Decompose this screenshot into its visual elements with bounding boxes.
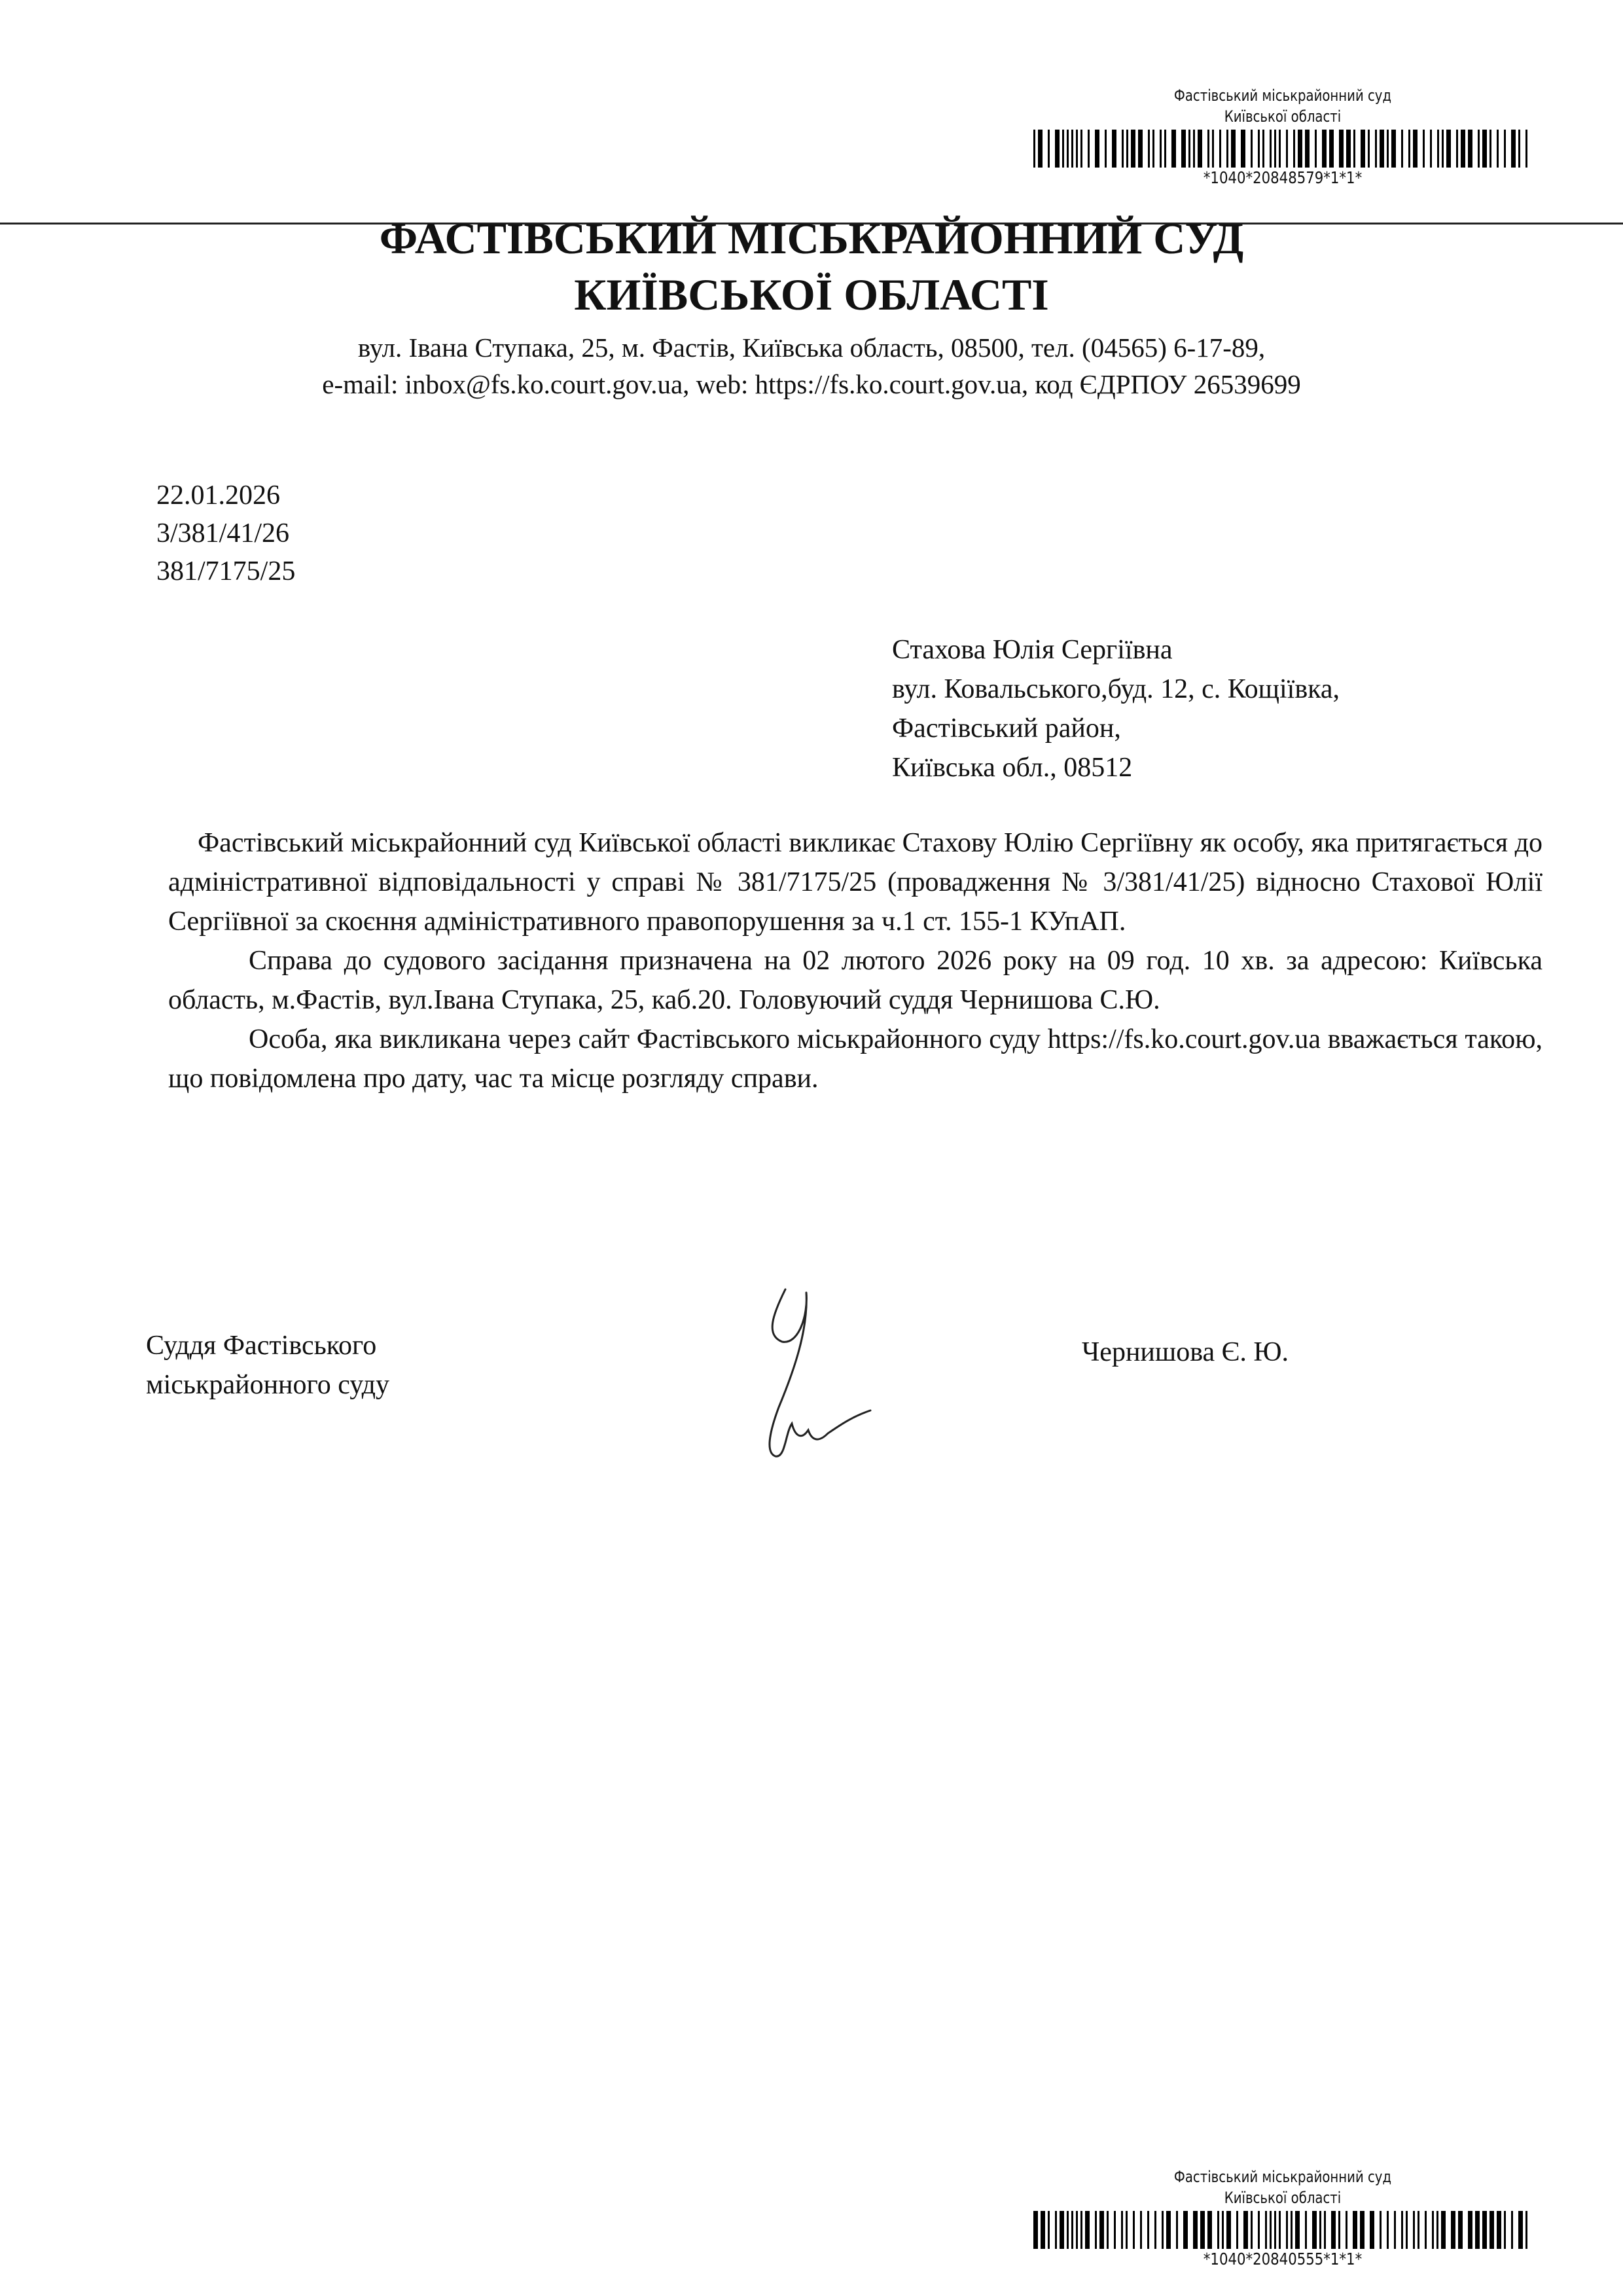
barcode-bar <box>1497 130 1499 168</box>
barcode-bar <box>1193 2211 1198 2249</box>
barcode-bar <box>1368 130 1370 168</box>
hearing-paragraph: Справа до судового засідання призначена на 02 лютого 2026 року на 09 год. 10 хв. за адресою: Київська область, м.Фастів, вул.Івана Ступака, 25, каб.20. Головуючий суддя Чернишова С.Ю. <box>168 946 1543 1015</box>
barcode-bar <box>1126 2211 1128 2249</box>
outgoing-number: 3/381/41/26 <box>156 518 290 548</box>
barcode-bar <box>1423 130 1425 168</box>
barcode-bar <box>1060 2211 1064 2249</box>
document-meta <box>156 476 295 590</box>
barcode-bar <box>1489 130 1491 168</box>
stamp-court-name: Фастівський міськрайонний суд <box>1173 86 1392 105</box>
barcode-bar <box>1114 2211 1116 2249</box>
barcode-bar <box>1188 130 1190 168</box>
barcode-bar <box>1164 130 1166 168</box>
barcode-bar <box>1401 2211 1403 2249</box>
barcode-bar <box>1401 130 1403 168</box>
barcode-bar <box>1305 130 1310 168</box>
barcode-number: *1040*20840555*1*1* <box>1203 2250 1363 2269</box>
barcode-bar <box>1380 130 1384 168</box>
case-number: 381/7175/25 <box>156 556 296 586</box>
stamp-court-name: Фастівський міськрайонний суд <box>1173 2168 1392 2186</box>
barcode-bar <box>1270 130 1272 168</box>
barcode-bar <box>1122 130 1124 168</box>
barcode-bar <box>1361 130 1365 168</box>
barcode-bar <box>1511 2211 1513 2249</box>
barcode-bar <box>1312 2211 1317 2249</box>
barcode-bar <box>1183 2211 1188 2249</box>
barcode-bar <box>1468 2211 1472 2249</box>
barcode-bar <box>1071 2211 1073 2249</box>
barcode-bar <box>1062 130 1064 168</box>
barcode-bar <box>1319 2211 1321 2249</box>
barcode-bar <box>1147 2211 1149 2249</box>
barcode <box>1021 130 1544 168</box>
barcode-bar <box>1126 130 1128 168</box>
barcode-bar <box>1279 2211 1281 2249</box>
barcode-bar <box>1219 130 1221 168</box>
judge-position-line1: Суддя Фастівського <box>146 1331 377 1361</box>
barcode-bar <box>1226 2211 1231 2249</box>
barcode-bar <box>1076 2211 1078 2249</box>
barcode-bar <box>1436 2211 1438 2249</box>
court-region-title: КИЇВСЬКОЇ ОБЛАСТІ <box>574 270 1049 319</box>
document-date: 22.01.2026 <box>156 480 280 511</box>
barcode-bar <box>1441 2211 1446 2249</box>
bottom-barcode-stamp <box>1021 2166 1544 2269</box>
notice-paragraph: Особа, яка викликана через сайт Фастівського міськрайонного суду https://fs.ko.court.gov.ua вважається такою, що повідомлена про дату, час та місце розгляду справи. <box>168 1024 1543 1094</box>
barcode-bar <box>1088 130 1090 168</box>
barcode-bar <box>1458 2211 1463 2249</box>
barcode-bar <box>1482 2211 1487 2249</box>
barcode-bar <box>1418 2211 1419 2249</box>
barcode-bar <box>1048 2211 1050 2249</box>
barcode-bar <box>1408 130 1410 168</box>
barcode-bar <box>1286 2211 1288 2249</box>
barcode-bar <box>1286 130 1288 168</box>
barcode-bar <box>1095 2211 1097 2249</box>
barcode-bar <box>1293 130 1295 168</box>
stamp-region: Київської області <box>1224 2189 1342 2207</box>
barcode-bar <box>1148 130 1150 168</box>
barcode-bar <box>1200 2211 1205 2249</box>
court-address: вул. Івана Ступака, 25, м. Фастів, Київська область, 08500, тел. (04565) 6-17-89, <box>357 332 1266 363</box>
barcode-bar <box>1406 2211 1408 2249</box>
barcode-bar <box>1243 2211 1248 2249</box>
barcode-bar <box>1461 130 1465 168</box>
barcode-bar <box>1181 130 1186 168</box>
letter-body <box>168 823 1543 1098</box>
barcode-bar <box>1099 2211 1104 2249</box>
barcode-bar <box>1475 2211 1480 2249</box>
barcode-bar <box>1346 2211 1347 2249</box>
judge-position <box>146 1326 389 1405</box>
barcode-bar <box>1262 130 1264 168</box>
barcode-bar <box>1226 130 1228 168</box>
judge-name: Чернишова Є. Ю. <box>1082 1337 1289 1367</box>
barcode-bar <box>1270 2211 1272 2249</box>
barcode-bar <box>1222 2211 1224 2249</box>
barcode-bar <box>1315 130 1317 168</box>
barcode-bar <box>1107 2211 1109 2249</box>
barcode-bar <box>1138 130 1143 168</box>
barcode-bar <box>1207 2211 1212 2249</box>
recipient-street: вул. Ковальського,буд. 12, с. Кощіївка, <box>892 674 1340 704</box>
barcode-bar <box>1291 2211 1293 2249</box>
barcode-bar <box>1162 2211 1164 2249</box>
barcode-bar <box>1370 2211 1374 2249</box>
barcode-bar <box>1166 2211 1171 2249</box>
barcode-bar <box>1305 2211 1307 2249</box>
handwritten-signature <box>746 1276 883 1466</box>
barcode-bar <box>1048 130 1050 168</box>
barcode-bar <box>1497 2211 1501 2249</box>
barcode-number: *1040*20848579*1*1* <box>1203 168 1363 187</box>
barcode-bar <box>1425 2211 1427 2249</box>
barcode-bar <box>1451 2211 1455 2249</box>
barcode-bar <box>1432 2211 1434 2249</box>
summons-paragraph: Фастівський міськрайонний суд Київської області викликає Стахову Юлію Сергіївну як особу, яка притягається до адміністративної відповідальності у справі № 381/7175/25 (провадження № 3/381/41/25) відносно Стахової Юлії Сергіївної за скоєння адміністративного правопорушення за ч.1 ст. 155-1 КУпАП. <box>168 828 1543 937</box>
barcode-bar <box>1121 2211 1123 2249</box>
barcode-bar <box>1482 130 1487 168</box>
barcode-bar <box>1160 130 1162 168</box>
barcode-bar <box>1360 2211 1364 2249</box>
barcode-bar <box>1033 130 1035 168</box>
stamp-region: Київської області <box>1224 107 1342 126</box>
barcode-bar <box>1055 130 1060 168</box>
barcode-bar <box>1251 130 1253 168</box>
barcode-bar <box>1071 130 1073 168</box>
barcode-bar <box>1217 2211 1219 2249</box>
barcode-bar <box>1511 130 1516 168</box>
barcode-bar <box>1076 130 1078 168</box>
barcode-bar <box>1080 2211 1082 2249</box>
barcode-bar <box>1085 2211 1090 2249</box>
barcode-bar <box>1067 2211 1069 2249</box>
barcode-bar <box>1353 2211 1357 2249</box>
barcode-bar <box>1329 130 1334 168</box>
barcode-bar <box>1430 130 1432 168</box>
barcode-bar <box>1274 2211 1276 2249</box>
barcode-bar <box>1055 2211 1057 2249</box>
barcode-bar <box>1154 2211 1156 2249</box>
barcode-bar <box>1322 130 1327 168</box>
recipient-district: Фастівський район, <box>892 713 1121 744</box>
barcode-bar <box>1095 130 1099 168</box>
barcode-bar <box>1133 2211 1135 2249</box>
barcode-bar <box>1279 130 1281 168</box>
recipient-block <box>892 630 1340 787</box>
barcode-bar <box>1442 130 1444 168</box>
barcode-bar <box>1207 130 1209 168</box>
barcode-bar <box>1504 2211 1506 2249</box>
recipient-name: Стахова Юлія Сергіївна <box>892 635 1173 665</box>
judge-position-line2: міськрайонного суду <box>146 1370 390 1400</box>
barcode-bar <box>1324 2211 1326 2249</box>
barcode-bar <box>1394 2211 1396 2249</box>
barcode-bar <box>1387 2211 1389 2249</box>
barcode-bar <box>1437 130 1439 168</box>
barcode-bar <box>1033 2211 1038 2249</box>
barcode-bar <box>1112 130 1116 168</box>
barcode-bar <box>1251 2211 1253 2249</box>
barcode-bar <box>1525 2211 1527 2249</box>
barcode-bar <box>1258 2211 1260 2249</box>
barcode-bar <box>1041 2211 1045 2249</box>
barcode-bar <box>1067 130 1069 168</box>
barcode-bar <box>1413 130 1418 168</box>
barcode <box>1021 2211 1544 2249</box>
court-title: ФАСТІВСЬКИЙ МІСЬКРАЙОННИЙ СУД <box>379 213 1244 263</box>
barcode-bar <box>1413 2211 1415 2249</box>
barcode-bar <box>1387 130 1389 168</box>
barcode-bar <box>1176 2211 1178 2249</box>
barcode-bar <box>1212 130 1214 168</box>
barcode-bar <box>1518 2211 1523 2249</box>
barcode-bar <box>1504 130 1506 168</box>
barcode-bar <box>1265 2211 1267 2249</box>
barcode-bar <box>1478 130 1480 168</box>
barcode-bar <box>1131 130 1135 168</box>
court-contacts: e-mail: inbox@fs.ko.court.gov.ua, web: https://fs.ko.court.gov.ua, код ЄДРПОУ 26539699 <box>322 369 1301 399</box>
barcode-bar <box>1295 2211 1300 2249</box>
barcode-bar <box>1338 2211 1340 2249</box>
barcode-bar <box>1518 130 1520 168</box>
barcode-bar <box>1468 130 1472 168</box>
barcode-bar <box>1391 130 1396 168</box>
barcode-bar <box>1140 2211 1142 2249</box>
barcode-bar <box>1298 130 1302 168</box>
barcode-bar <box>1331 2211 1336 2249</box>
barcode-bar <box>1105 130 1107 168</box>
barcode-bar <box>1274 130 1276 168</box>
barcode-bar <box>1489 2211 1494 2249</box>
barcode-bar <box>1353 130 1355 168</box>
barcode-bar <box>1198 130 1202 168</box>
top-barcode-stamp <box>1021 85 1544 187</box>
barcode-bar <box>1375 130 1377 168</box>
barcode-bar <box>1446 130 1451 168</box>
barcode-bar <box>1258 130 1260 168</box>
barcode-bar <box>1525 130 1527 168</box>
barcode-bar <box>1038 130 1043 168</box>
barcode-bar <box>1456 130 1458 168</box>
barcode-bar <box>1231 130 1236 168</box>
barcode-bar <box>1080 130 1082 168</box>
recipient-region: Київська обл., 08512 <box>892 753 1133 783</box>
barcode-bar <box>1346 130 1351 168</box>
barcode-bar <box>1236 2211 1238 2249</box>
barcode-bar <box>1171 130 1176 168</box>
barcode-bar <box>1193 130 1195 168</box>
barcode-bar <box>1152 130 1154 168</box>
barcode-bar <box>1339 130 1344 168</box>
barcode-bar <box>1241 130 1245 168</box>
barcode-bar <box>1380 2211 1382 2249</box>
